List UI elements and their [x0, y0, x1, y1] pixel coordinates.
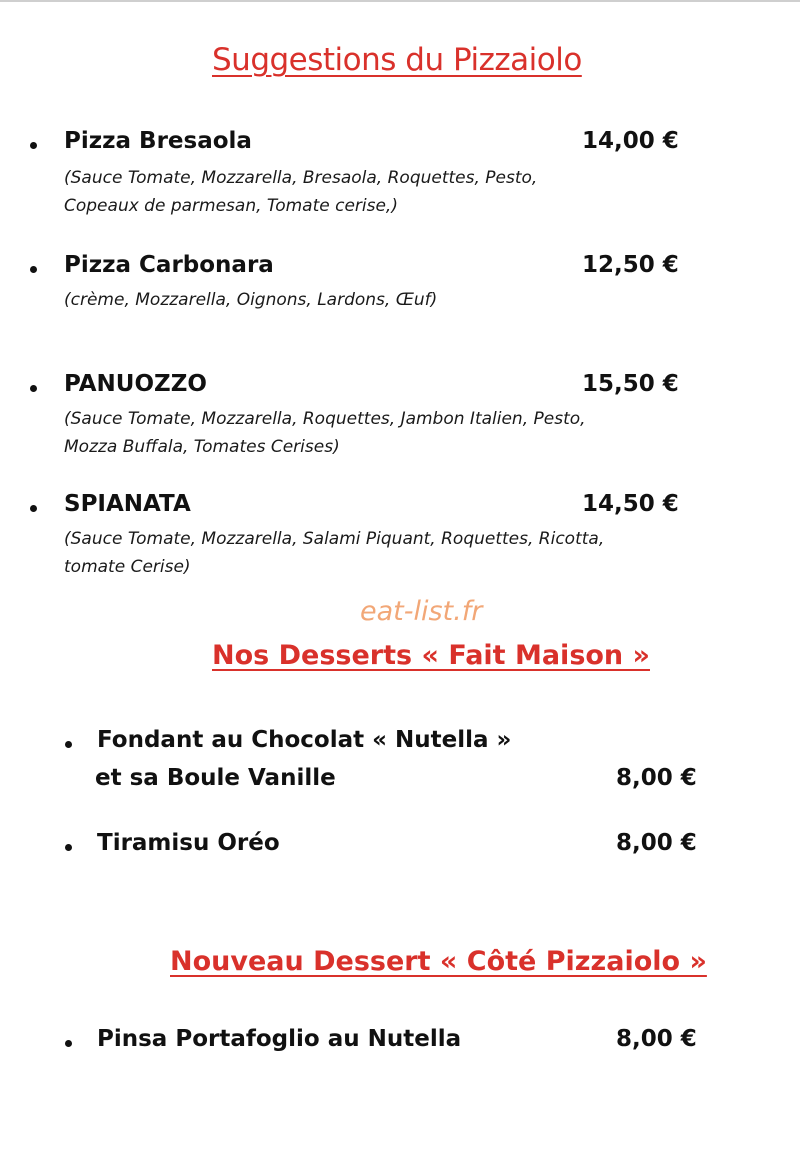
- description-line: tomate Cerise): [64, 557, 191, 577]
- item-name: SPIANATA: [64, 491, 191, 517]
- description-line: (Sauce Tomate, Mozzarella, Roquettes, Jambon Italien, Pesto,: [64, 409, 586, 429]
- item-price: 14,00 €: [582, 128, 679, 154]
- item-price: 8,00 €: [616, 765, 697, 791]
- item-name: Pinsa Portafoglio au Nutella: [97, 1026, 462, 1052]
- bullet-icon: [30, 266, 37, 273]
- page-title: Suggestions du Pizzaiolo: [212, 42, 582, 78]
- item-name: PANUOZZO: [64, 371, 207, 397]
- item-description: [64, 405, 586, 461]
- item-name: Fondant au Chocolat « Nutella »: [97, 727, 512, 753]
- top-border: [0, 0, 800, 2]
- bullet-icon: [30, 505, 37, 512]
- item-price: 12,50 €: [582, 252, 679, 278]
- watermark: eat-list.fr: [360, 596, 483, 627]
- bullet-icon: [65, 844, 72, 851]
- description-line: Mozza Buffala, Tomates Cerises): [64, 437, 340, 457]
- item-name: Tiramisu Oréo: [97, 830, 280, 856]
- description-line: (Sauce Tomate, Mozzarella, Salami Piquant, Roquettes, Ricotta,: [64, 529, 605, 549]
- bullet-icon: [30, 385, 37, 392]
- item-description: [64, 164, 537, 220]
- item-price: 15,50 €: [582, 371, 679, 397]
- item-description: [64, 525, 604, 581]
- item-name-line-2: et sa Boule Vanille: [95, 765, 336, 791]
- item-description: [64, 286, 437, 314]
- bullet-icon: [65, 1040, 72, 1047]
- item-price: 8,00 €: [616, 830, 697, 856]
- description-line: (Sauce Tomate, Mozzarella, Bresaola, Roquettes, Pesto,: [64, 168, 538, 188]
- description-line: (crème, Mozzarella, Oignons, Lardons, Œuf): [64, 290, 438, 310]
- item-price: 8,00 €: [616, 1026, 697, 1052]
- bullet-icon: [65, 741, 72, 748]
- new-dessert-title: Nouveau Dessert « Côté Pizzaiolo »: [170, 946, 707, 977]
- desserts-title: Nos Desserts « Fait Maison »: [212, 640, 650, 671]
- description-line: Copeaux de parmesan, Tomate cerise,): [64, 196, 398, 216]
- bullet-icon: [30, 142, 37, 149]
- item-name: Pizza Carbonara: [64, 252, 274, 278]
- item-price: 14,50 €: [582, 491, 679, 517]
- item-name: Pizza Bresaola: [64, 128, 252, 154]
